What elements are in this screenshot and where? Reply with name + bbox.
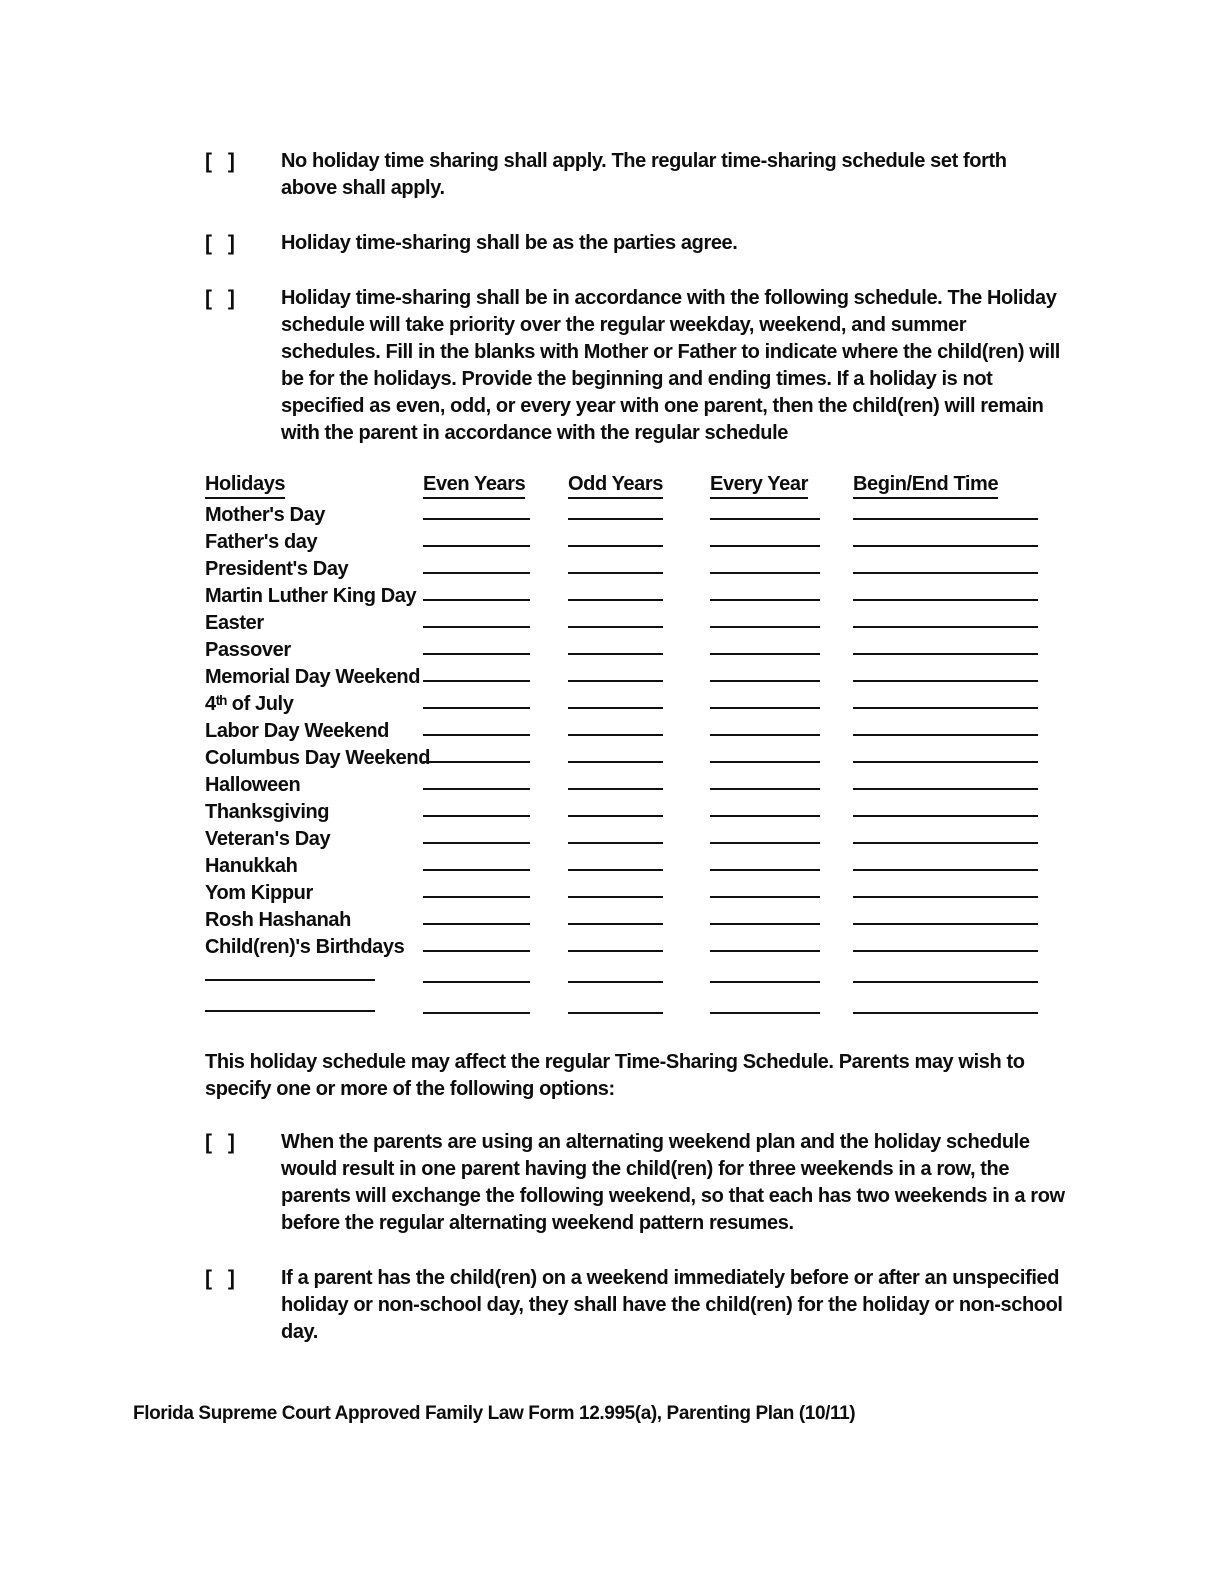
fill-in-blank-line[interactable]	[423, 979, 530, 983]
table-row	[205, 609, 1213, 636]
table-cell	[710, 780, 853, 798]
fill-in-blank-line[interactable]	[853, 705, 1038, 709]
table-cell	[423, 699, 568, 717]
fill-in-blank-line[interactable]	[853, 624, 1038, 628]
table-row	[205, 744, 1213, 771]
holiday-label: Passover	[205, 639, 291, 661]
holiday-table-rows	[205, 501, 1213, 1022]
table-cell	[853, 591, 1043, 609]
fill-in-blank-line[interactable]	[568, 570, 663, 574]
holiday-label: Easter	[205, 612, 264, 634]
table-cell	[568, 1004, 710, 1022]
table-cell	[423, 1004, 568, 1022]
table-header-row	[205, 472, 1213, 499]
table-cell	[710, 564, 853, 582]
table-cell	[423, 645, 568, 663]
fill-in-blank-line[interactable]	[853, 759, 1038, 763]
checkbox-bracket[interactable]: [ ]	[205, 1267, 235, 1290]
table-cell	[568, 510, 710, 528]
table-cell	[853, 861, 1043, 879]
option-following-schedule	[205, 285, 1065, 447]
fill-in-blank-line[interactable]	[710, 732, 820, 736]
table-cell	[853, 973, 1043, 991]
holiday-label: Yom Kippur	[205, 882, 313, 904]
table-cell	[853, 915, 1043, 933]
fill-in-blank-line[interactable]	[853, 732, 1038, 736]
table-cell	[853, 780, 1043, 798]
table-cell	[568, 807, 710, 825]
fill-in-blank-line[interactable]	[710, 624, 820, 628]
fill-in-blank-line[interactable]	[423, 813, 530, 817]
table-cell	[423, 973, 568, 991]
table-cell	[423, 672, 568, 690]
fill-in-blank-line[interactable]	[423, 894, 530, 898]
fill-in-blank-line[interactable]	[710, 759, 820, 763]
table-row	[205, 825, 1213, 852]
holiday-options-top	[205, 0, 1213, 447]
fill-in-blank-line[interactable]	[423, 786, 530, 790]
fill-in-blank-line[interactable]	[853, 921, 1038, 925]
holiday-label	[205, 966, 423, 991]
fill-in-blank-line[interactable]	[423, 1010, 530, 1014]
fill-in-blank-line[interactable]	[853, 840, 1038, 844]
fill-in-blank-line[interactable]	[568, 678, 663, 682]
holiday-label: Labor Day Weekend	[205, 720, 390, 742]
table-cell	[568, 780, 710, 798]
fill-in-blank-line[interactable]	[568, 651, 663, 655]
table-cell	[568, 564, 710, 582]
table-cell	[423, 591, 568, 609]
table-row	[205, 582, 1213, 609]
table-cell	[853, 834, 1043, 852]
table-cell	[568, 699, 710, 717]
fill-in-blank-line[interactable]	[568, 840, 663, 844]
table-cell	[568, 753, 710, 771]
fill-in-blank-line[interactable]	[710, 894, 820, 898]
table-row	[205, 528, 1213, 555]
fill-in-blank-line[interactable]	[710, 570, 820, 574]
table-row	[205, 501, 1213, 528]
table-cell	[423, 753, 568, 771]
fill-in-blank-line[interactable]	[423, 867, 530, 871]
holiday-label: Columbus Day Weekend	[205, 747, 431, 769]
option-text: When the parents are using an alternating weekend plan and the holiday schedule would result in one parent having the child(ren) for three weekends in a row, the parents will exchange the following weekend, so that each has two weekends in a row before the regular alternating weekend pattern resumes.	[281, 1131, 1065, 1234]
fill-in-blank-line[interactable]	[423, 624, 530, 628]
fill-in-blank-line[interactable]	[423, 516, 530, 520]
table-cell	[710, 973, 853, 991]
fill-in-blank-line[interactable]	[710, 516, 820, 520]
fill-in-blank-line[interactable]	[568, 979, 663, 983]
fill-in-blank-line[interactable]	[205, 1008, 375, 1012]
column-header-even-years: Even Years	[423, 472, 525, 499]
table-cell	[710, 1004, 853, 1022]
option-alternating-weekend-exchange	[205, 1129, 1065, 1237]
table-cell	[853, 645, 1043, 663]
option-no-holiday-sharing	[205, 148, 1065, 202]
table-cell	[710, 753, 853, 771]
table-row	[205, 663, 1213, 690]
table-cell	[423, 510, 568, 528]
fill-in-blank-line[interactable]	[710, 979, 820, 983]
table-cell	[423, 726, 568, 744]
table-cell	[423, 888, 568, 906]
fill-in-blank-line[interactable]	[423, 570, 530, 574]
fill-in-blank-line[interactable]	[710, 948, 820, 952]
holiday-label: Rosh Hashanah	[205, 909, 351, 931]
fill-in-blank-line[interactable]	[568, 921, 663, 925]
option-as-parties-agree	[205, 230, 1065, 257]
fill-in-blank-line[interactable]	[710, 786, 820, 790]
checkbox-bracket[interactable]: [ ]	[205, 232, 235, 255]
fill-in-blank-line[interactable]	[710, 840, 820, 844]
table-cell	[423, 861, 568, 879]
fill-in-blank-line[interactable]	[568, 732, 663, 736]
holiday-schedule-note: This holiday schedule may affect the regular Time-Sharing Schedule. Parents may wish to specify one or more of the following options:	[205, 1051, 1025, 1100]
table-cell	[853, 726, 1043, 744]
fill-in-blank-line[interactable]	[568, 705, 663, 709]
table-cell	[710, 672, 853, 690]
holiday-label: Father's day	[205, 531, 318, 553]
holiday-label: Child(ren)'s Birthdays	[205, 936, 405, 958]
table-row	[205, 906, 1213, 933]
checkbox-bracket[interactable]: [ ]	[205, 150, 235, 173]
table-cell	[423, 780, 568, 798]
fill-in-blank-line[interactable]	[423, 543, 530, 547]
holiday-label	[205, 997, 423, 1022]
table-cell	[710, 510, 853, 528]
fill-in-blank-line[interactable]	[853, 813, 1038, 817]
fill-in-blank-line[interactable]	[710, 813, 820, 817]
fill-in-blank-line[interactable]	[710, 705, 820, 709]
fill-in-blank-line[interactable]	[423, 651, 530, 655]
fill-in-blank-line[interactable]	[568, 894, 663, 898]
table-row	[205, 879, 1213, 906]
column-header-every-year: Every Year	[710, 472, 808, 499]
table-cell	[568, 834, 710, 852]
table-cell	[568, 726, 710, 744]
fill-in-blank-line[interactable]	[205, 977, 375, 981]
table-row	[205, 960, 1213, 991]
table-cell	[568, 672, 710, 690]
table-row	[205, 771, 1213, 798]
table-cell	[568, 915, 710, 933]
holiday-label: Memorial Day Weekend	[205, 666, 421, 688]
column-header-holidays: Holidays	[205, 472, 285, 499]
table-cell	[568, 861, 710, 879]
table-cell	[568, 942, 710, 960]
fill-in-blank-line[interactable]	[853, 786, 1038, 790]
fill-in-blank-line[interactable]	[423, 759, 530, 763]
table-cell	[853, 618, 1043, 636]
holiday-schedule-table	[205, 472, 1213, 1022]
holiday-label: President's Day	[205, 558, 349, 580]
fill-in-blank-line[interactable]	[568, 813, 663, 817]
table-cell	[853, 753, 1043, 771]
table-cell	[423, 807, 568, 825]
table-cell	[568, 618, 710, 636]
holiday-options-bottom	[205, 1129, 1213, 1346]
fill-in-blank-line[interactable]	[853, 979, 1038, 983]
table-cell	[568, 645, 710, 663]
fill-in-blank-line[interactable]	[710, 921, 820, 925]
form-footer: Florida Supreme Court Approved Family Law Form 12.995(a), Parenting Plan (10/11)	[133, 1403, 856, 1424]
holiday-label: Veteran's Day	[205, 828, 331, 850]
table-cell	[853, 537, 1043, 555]
table-cell	[423, 942, 568, 960]
table-cell	[853, 888, 1043, 906]
fill-in-blank-line[interactable]	[853, 597, 1038, 601]
fill-in-blank-line[interactable]	[710, 1010, 820, 1014]
column-header-odd-years: Odd Years	[568, 472, 663, 499]
table-row	[205, 636, 1213, 663]
fill-in-blank-line[interactable]	[853, 516, 1038, 520]
table-row	[205, 852, 1213, 879]
fill-in-blank-line[interactable]	[853, 948, 1038, 952]
fill-in-blank-line[interactable]	[423, 705, 530, 709]
table-cell	[710, 861, 853, 879]
fill-in-blank-line[interactable]	[568, 597, 663, 601]
table-cell	[853, 672, 1043, 690]
table-cell	[568, 973, 710, 991]
fill-in-blank-line[interactable]	[710, 597, 820, 601]
table-cell	[710, 699, 853, 717]
table-cell	[710, 537, 853, 555]
holiday-label: Halloween	[205, 774, 301, 796]
table-cell	[710, 942, 853, 960]
fill-in-blank-line[interactable]	[853, 1010, 1038, 1014]
fill-in-blank-line[interactable]	[423, 597, 530, 601]
table-cell	[710, 726, 853, 744]
table-cell	[853, 807, 1043, 825]
table-cell	[568, 888, 710, 906]
table-row	[205, 690, 1213, 717]
fill-in-blank-line[interactable]	[853, 651, 1038, 655]
table-row	[205, 933, 1213, 960]
fill-in-blank-line[interactable]	[710, 678, 820, 682]
table-cell	[423, 537, 568, 555]
fill-in-blank-line[interactable]	[853, 543, 1038, 547]
fill-in-blank-line[interactable]	[423, 948, 530, 952]
table-cell	[423, 618, 568, 636]
fill-in-blank-line[interactable]	[853, 894, 1038, 898]
option-text: No holiday time sharing shall apply. The regular time-sharing schedule set forth above shall apply.	[281, 150, 1007, 199]
fill-in-blank-line[interactable]	[568, 1010, 663, 1014]
option-text: Holiday time-sharing shall be as the parties agree.	[281, 232, 738, 254]
table-row	[205, 717, 1213, 744]
holiday-label: Thanksgiving	[205, 801, 330, 823]
fill-in-blank-line[interactable]	[568, 516, 663, 520]
table-cell	[853, 564, 1043, 582]
fill-in-blank-line[interactable]	[568, 624, 663, 628]
column-header-begin-end-time: Begin/End Time	[853, 472, 998, 499]
table-cell	[423, 834, 568, 852]
table-cell	[710, 591, 853, 609]
table-row	[205, 991, 1213, 1022]
option-text: Holiday time-sharing shall be in accordance with the following schedule. The Holiday schedule will take priority over the regular weekday, weekend, and summer schedules. Fill in the blanks with Mother or Father to indicate where the child(ren) will be for the holidays. Provide the beginning and ending times. If a holiday is not specified as even, odd, or every year with one parent, then the child(ren) will remain with the parent in accordance with the regular schedule	[281, 287, 1060, 444]
fill-in-blank-line[interactable]	[568, 948, 663, 952]
table-cell	[568, 591, 710, 609]
holiday-label: Martin Luther King Day	[205, 585, 417, 607]
table-cell	[710, 645, 853, 663]
fill-in-blank-line[interactable]	[423, 921, 530, 925]
table-row	[205, 555, 1213, 582]
fill-in-blank-line[interactable]	[710, 651, 820, 655]
holiday-label: Mother's Day	[205, 504, 325, 526]
fill-in-blank-line[interactable]	[423, 732, 530, 736]
holiday-label: 4ᵗʰ of July	[205, 693, 294, 715]
table-cell	[853, 1004, 1043, 1022]
table-cell	[423, 915, 568, 933]
table-cell	[853, 699, 1043, 717]
fill-in-blank-line[interactable]	[710, 867, 820, 871]
fill-in-blank-line[interactable]	[423, 840, 530, 844]
table-cell	[423, 564, 568, 582]
option-adjacent-weekend-holiday	[205, 1265, 1065, 1346]
fill-in-blank-line[interactable]	[568, 867, 663, 871]
table-cell	[710, 915, 853, 933]
fill-in-blank-line[interactable]	[853, 867, 1038, 871]
table-cell	[710, 807, 853, 825]
checkbox-bracket[interactable]: [ ]	[205, 1131, 235, 1154]
table-cell	[853, 510, 1043, 528]
fill-in-blank-line[interactable]	[568, 759, 663, 763]
table-row	[205, 798, 1213, 825]
table-cell	[568, 537, 710, 555]
table-cell	[710, 618, 853, 636]
table-cell	[710, 834, 853, 852]
fill-in-blank-line[interactable]	[568, 543, 663, 547]
fill-in-blank-line[interactable]	[568, 786, 663, 790]
table-cell	[710, 888, 853, 906]
fill-in-blank-line[interactable]	[853, 678, 1038, 682]
fill-in-blank-line[interactable]	[710, 543, 820, 547]
table-cell	[853, 942, 1043, 960]
checkbox-bracket[interactable]: [ ]	[205, 287, 235, 310]
fill-in-blank-line[interactable]	[853, 570, 1038, 574]
option-text: If a parent has the child(ren) on a weekend immediately before or after an unspecified holiday or non-school day, they shall have the child(ren) for the holiday or non-school day.	[281, 1267, 1063, 1343]
holiday-label: Hanukkah	[205, 855, 298, 877]
fill-in-blank-line[interactable]	[423, 678, 530, 682]
